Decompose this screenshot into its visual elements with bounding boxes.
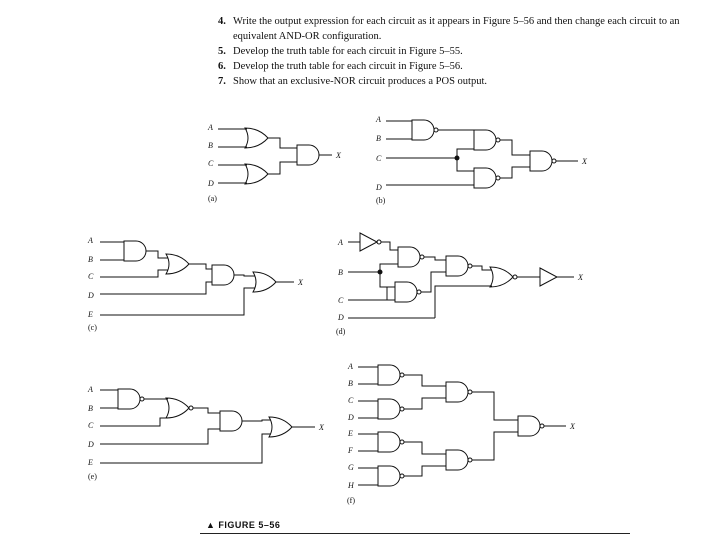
inversion-bubble xyxy=(468,264,472,268)
input-label-c: C xyxy=(208,159,214,168)
nand-gate xyxy=(474,168,496,188)
inversion-bubble xyxy=(400,373,404,377)
or-gate xyxy=(166,254,189,274)
circuit-sublabel: (a) xyxy=(208,194,217,203)
input-label-d: D xyxy=(208,179,214,188)
inversion-bubble xyxy=(540,424,544,428)
inversion-bubble xyxy=(400,407,404,411)
circuit-d xyxy=(336,233,584,336)
junction-dot xyxy=(455,156,459,160)
problem-text: Develop the truth table for each circuit in Figure 5–55. xyxy=(233,46,463,57)
problem-text: Show that an exclusive-NOR circuit produces a POS output. xyxy=(233,76,487,87)
output-label: X xyxy=(319,423,324,432)
problem-number: 6. xyxy=(218,61,226,72)
or-gate xyxy=(269,417,292,437)
input-label-b: B xyxy=(208,141,213,150)
nand-gate xyxy=(446,256,468,276)
inversion-bubble xyxy=(417,290,421,294)
nand-gate xyxy=(118,389,140,409)
input-label-c: C xyxy=(338,296,344,305)
input-label-a: A xyxy=(208,123,213,132)
input-label-a: A xyxy=(376,115,381,124)
inversion-bubble xyxy=(468,390,472,394)
input-label-b: B xyxy=(348,379,353,388)
nand-gate xyxy=(474,130,496,150)
nand-gate xyxy=(378,466,400,486)
inverter-triangle xyxy=(360,233,377,251)
junction-dot xyxy=(378,270,382,274)
nand-gate xyxy=(446,450,468,470)
nand-gate xyxy=(378,399,400,419)
nand-gate xyxy=(412,120,434,140)
nor-gate xyxy=(490,267,513,287)
inversion-bubble xyxy=(400,474,404,478)
input-label-h: H xyxy=(348,481,354,490)
or-gate xyxy=(253,272,276,292)
inversion-bubble xyxy=(434,128,438,132)
problem-number: 5. xyxy=(218,46,226,57)
input-label-d: D xyxy=(88,291,94,300)
input-label-a: A xyxy=(338,238,343,247)
input-label-e: E xyxy=(348,429,353,438)
input-label-c: C xyxy=(348,396,354,405)
circuit-sublabel: (c) xyxy=(88,323,97,332)
problem-number: 7. xyxy=(218,76,226,87)
input-label-b: B xyxy=(338,268,343,277)
input-label-d: D xyxy=(88,440,94,449)
circuit-sublabel: (d) xyxy=(336,327,346,336)
input-label-g: G xyxy=(348,463,354,472)
inversion-bubble xyxy=(400,440,404,444)
inversion-bubble xyxy=(420,255,424,259)
output-label: X xyxy=(582,157,587,166)
and-gate xyxy=(220,411,242,431)
output-label: X xyxy=(336,151,341,160)
buffer-triangle xyxy=(540,268,557,286)
circuit-f xyxy=(347,362,576,505)
inversion-bubble xyxy=(468,458,472,462)
inversion-bubble xyxy=(496,138,500,142)
figure-caption: ▲ FIGURE 5–56 xyxy=(206,520,281,530)
nor-gate xyxy=(166,398,189,418)
circuit-b xyxy=(375,115,588,205)
nand-gate xyxy=(398,247,420,267)
inversion-bubble xyxy=(552,159,556,163)
input-label-e: E xyxy=(88,458,93,467)
or-gate xyxy=(245,128,268,148)
input-label-a: A xyxy=(88,236,93,245)
or-gate xyxy=(245,164,268,184)
input-label-b: B xyxy=(88,404,93,413)
input-label-b: B xyxy=(88,255,93,264)
circuit-c xyxy=(87,236,304,332)
input-label-c: C xyxy=(88,421,94,430)
and-gate xyxy=(212,265,234,285)
nand-gate xyxy=(518,416,540,436)
caption-divider xyxy=(200,533,630,534)
and-gate xyxy=(297,145,319,165)
input-label-d: D xyxy=(338,313,344,322)
nand-gate xyxy=(378,365,400,385)
input-label-c: C xyxy=(88,272,94,281)
circuit-sublabel: (f) xyxy=(347,496,355,505)
circuit-sublabel: (b) xyxy=(376,196,386,205)
nand-gate xyxy=(446,382,468,402)
output-label: X xyxy=(570,422,575,431)
input-label-a: A xyxy=(88,385,93,394)
nand-gate xyxy=(395,282,417,302)
input-label-e: E xyxy=(88,310,93,319)
output-label: X xyxy=(578,273,583,282)
input-label-d: D xyxy=(376,183,382,192)
problem-number: 4. xyxy=(218,16,226,27)
inversion-bubble xyxy=(496,176,500,180)
circuit-e xyxy=(87,385,325,481)
nand-gate xyxy=(530,151,552,171)
problem-text: Develop the truth table for each circuit in Figure 5–56. xyxy=(233,61,463,72)
input-label-b: B xyxy=(376,134,381,143)
output-label: X xyxy=(298,278,303,287)
problem-text: Write the output expression for each circuit as it appears in Figure 5–56 and then change each circuit to an equivalent AND-OR configuration. xyxy=(233,16,680,42)
input-label-f: F xyxy=(348,446,353,455)
input-label-c: C xyxy=(376,154,382,163)
circuit-a xyxy=(207,123,342,203)
input-label-a: A xyxy=(348,362,353,371)
and-gate xyxy=(124,241,146,261)
input-label-d: D xyxy=(348,413,354,422)
nand-gate xyxy=(378,432,400,452)
inversion-bubble xyxy=(140,397,144,401)
circuit-sublabel: (e) xyxy=(88,472,97,481)
